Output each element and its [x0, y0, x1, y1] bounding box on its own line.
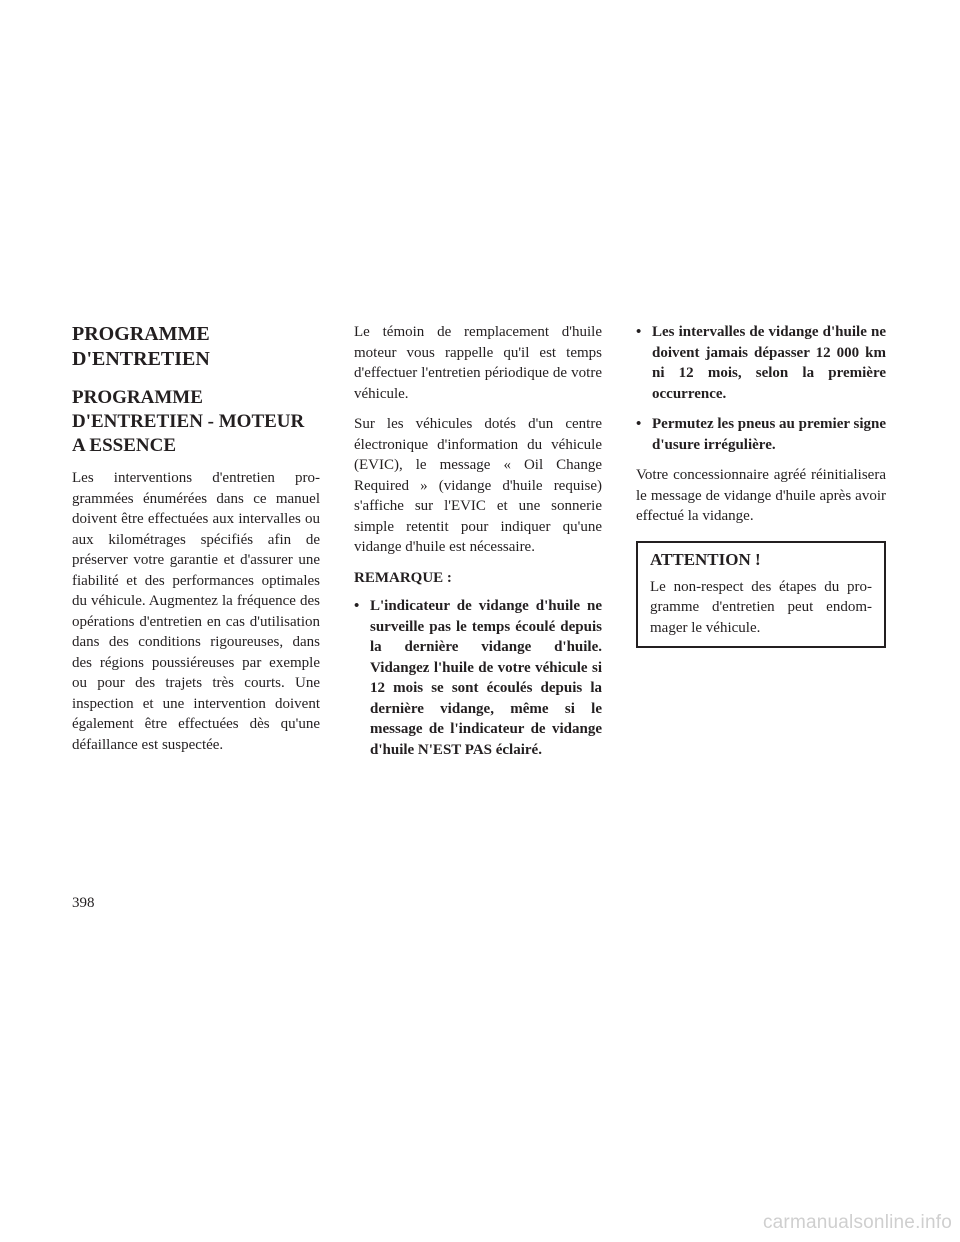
intro-paragraph: Les interventions d'entretien programmées énumérées dans ce manuel doivent être effectuées aux intervalles ou aux kilométrages spécifiés afin de préserver votre garantie et d'assurer une fiabilité et des performances optimales du véhicule. Augmentez la fréquence des opérations d'entretien en cas d'utilisation dans des conditions rigoureuses, dans des régions poussiéreuses par exemple ou pour des trajets très courts. Une inspection et une intervention doivent également être effectuées dès qu'une défaillance est suspectée. [72, 470, 320, 753]
warning-box [636, 541, 886, 649]
section-title: PROGRAMME D'ENTRETIEN [72, 323, 210, 370]
maintenance-list [636, 322, 886, 455]
oil-interval-text: Les intervalles de vidange d'huile ne doivent jamais dépasser 12 000 km ni 12 mois, selon la première occurrence. [652, 324, 886, 402]
bullet-icon: • [354, 598, 360, 614]
left-column [72, 322, 320, 765]
subsection-title: PROGRAMME D'ENTRETIEN - MOTEUR A ESSENCE [72, 387, 305, 456]
evic-paragraph: Sur les véhicules dotés d'un centre électronique d'information du véhicule (EVIC), le message « Oil Change Required » (vidange d'huile requise) s'affiche sur l'EVIC et une sonnerie simple retentit pour indiquer qu'une vidange d'huile est nécessaire. [354, 416, 602, 555]
middle-column [354, 322, 602, 770]
tire-rotation-text: Permutez les pneus au premier signe d'usure irrégulière. [652, 416, 887, 453]
bullet-icon: • [636, 324, 642, 340]
bullet-icon: • [636, 416, 642, 432]
warning-text: Le non-respect des étapes du programme d'entretien peut endommager le véhicule. [650, 578, 872, 636]
page-number: 398 [72, 895, 95, 911]
right-column [636, 322, 886, 648]
note-bullet-text: L'indicateur de vidange d'huile ne surveille pas le temps écoulé depuis la dernière vidange d'huile. Vidangez l'huile de votre véhicule si 12 mois se sont écoulés depuis la dernière vidange, même si le message de l'indicateur de vidange d'huile N'EST PAS éclairé. [370, 598, 602, 758]
dealer-reset-paragraph: Votre concessionnaire agréé réinitialisera le message de vidange d'huile après avoir effectué la vidange. [636, 467, 886, 524]
note-bullet-item [354, 596, 602, 760]
warning-title: ATTENTION ! [650, 549, 761, 569]
watermark: carmanualsonline.info [762, 1212, 952, 1233]
note-label: REMARQUE : [354, 569, 452, 586]
oil-indicator-paragraph: Le témoin de remplacement d'huile moteur vous rappelle qu'il est temps d'effectuer l'entretien périodique de votre véhicule. [354, 324, 602, 402]
tire-rotation-bullet [636, 414, 886, 455]
oil-interval-bullet [636, 322, 886, 404]
note-list [354, 596, 602, 760]
